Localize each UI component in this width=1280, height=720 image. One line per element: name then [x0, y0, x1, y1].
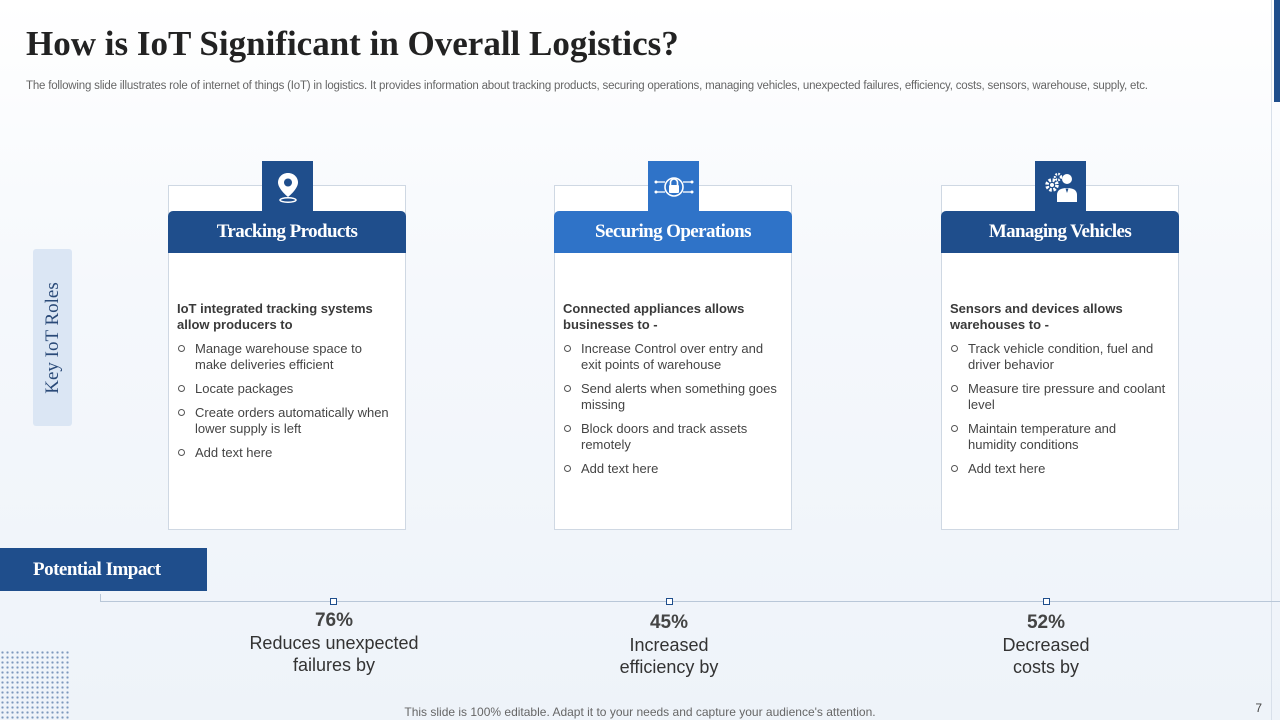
side-label: Key IoT Roles	[41, 281, 63, 394]
timeline-marker	[666, 598, 673, 605]
impact-stat-failures	[224, 610, 444, 676]
impact-timeline	[100, 601, 1280, 602]
timeline-marker	[330, 598, 337, 605]
list-item: Manage warehouse space to make deliveries efficient	[177, 341, 395, 373]
card-heading: Managing Vehicles	[941, 211, 1179, 253]
list-item: Increase Control over entry and exit points of warehouse	[563, 341, 781, 373]
stat-value: 45%	[649, 612, 689, 633]
stat-description: Decreased costs by	[1002, 635, 1090, 677]
impact-stat-efficiency	[559, 612, 779, 678]
accent-bar	[1274, 0, 1280, 102]
card-heading: Securing Operations	[554, 211, 792, 253]
list-item: Add text here	[950, 461, 1168, 477]
stat-description: Reduces unexpected failures by	[249, 633, 419, 675]
impact-stat-costs	[936, 612, 1156, 678]
edge-divider	[1271, 0, 1272, 720]
stat-value: 76%	[314, 610, 354, 631]
list-item: Locate packages	[177, 381, 395, 397]
padlock-circuit-icon	[648, 161, 699, 212]
list-item: Block doors and track assets remotely	[563, 421, 781, 453]
page-title: How is IoT Significant in Overall Logistics?	[26, 24, 679, 63]
card-tracking-products	[168, 185, 406, 530]
card-lead: Sensors and devices allows warehouses to -	[950, 301, 1123, 332]
stat-value: 52%	[1026, 612, 1066, 633]
card-heading: Tracking Products	[168, 211, 406, 253]
gear-person-icon	[1035, 161, 1086, 212]
list-item: Track vehicle condition, fuel and driver behavior	[950, 341, 1168, 373]
list-item: Add text here	[177, 445, 395, 461]
footer-note: This slide is 100% editable. Adapt it to your needs and capture your audience's attention.	[404, 705, 876, 719]
card-lead: IoT integrated tracking systems allow producers to	[177, 301, 373, 332]
impact-timeline-tick	[100, 594, 101, 602]
list-item: Add text here	[563, 461, 781, 477]
list-item: Create orders automatically when lower supply is left	[177, 405, 395, 437]
page-subtitle: The following slide illustrates role of internet of things (IoT) in logistics. It provides information about tracking products, securing operations, managing vehicles, unexpected failures, efficiency, costs, sensors, warehouse, supply, etc.	[26, 80, 1148, 92]
card-lead: Connected appliances allows businesses to -	[563, 301, 745, 332]
location-pin-icon	[262, 161, 313, 212]
card-securing-operations	[554, 185, 792, 530]
card-managing-vehicles	[941, 185, 1179, 530]
list-item: Measure tire pressure and coolant level	[950, 381, 1168, 413]
list-item: Maintain temperature and humidity conditions	[950, 421, 1168, 453]
timeline-marker	[1043, 598, 1050, 605]
impact-label: Potential Impact	[0, 548, 207, 591]
stat-description: Increased efficiency by	[619, 635, 719, 677]
list-item: Send alerts when something goes missing	[563, 381, 781, 413]
page-number: 7	[1255, 701, 1262, 715]
side-label-tab	[33, 249, 72, 426]
